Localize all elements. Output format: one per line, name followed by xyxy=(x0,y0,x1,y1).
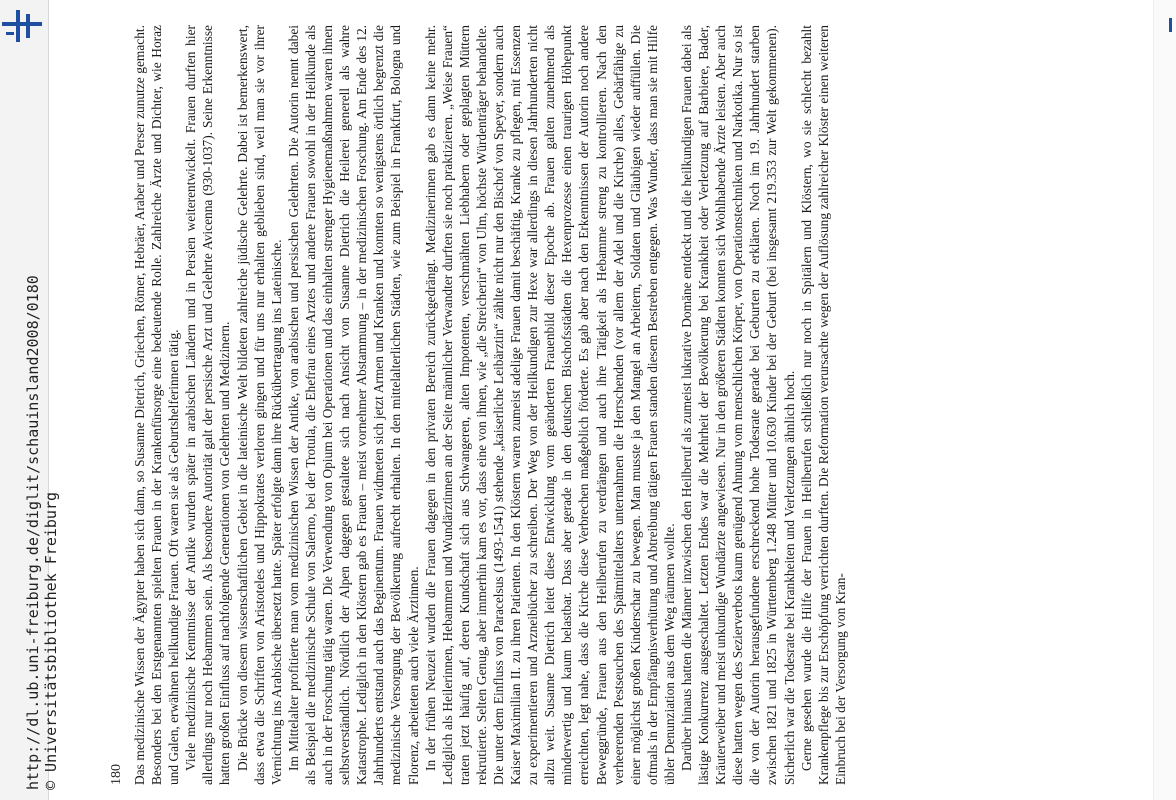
page-number: 180 xyxy=(109,764,124,785)
copyright-notice: © Universitätsbibliothek Freiburg xyxy=(42,491,60,790)
library-logo xyxy=(2,10,42,42)
paragraph: Gerne gesehen wurde die Hilfe der Frauen in Heilberufen schließlich nur noch in Spitälern und Klöstern, wo sie schlecht bezahlt Krankenpflege bis zur Erschöpfung verrichten durften. Die Reformation verursachte wegen der Auflösung zahlreicher Klöster einen weiteren Einbruch bei der Versorgung von Kran- xyxy=(798,25,848,785)
paragraph: In der frühen Neuzeit wurden die Frauen dagegen in den privaten Bereich zurückgedrängt. Medizinerinnen gab es dann keine mehr. Lediglich als Heilerinnen, Hebammen und Wundärztinnen an der Seite männlicher Verwandter durften sie noch praktizieren. „Weise Frauen“ traten jetzt häufig auf, deren Kundschaft sich aus Schwangeren, alten Impotenten, verschmähten Liebhabern oder geplagten Müttern rekrutierte. Selten Genug, aber immerhin kam es vor, dass eine von ihnen, wie „die Streicherin“ von Ulm, höchste Würdenträger behandelte. Die unter dem Einfluss von Paracelsus (1493-1541) stehende „kaiserliche Leibärztin“ zählte nicht nur den Bischof von Speyer, sondern auch Kaiser Maximilian II. zu ihren Patienten. In den Klöstern waren zumeist adelige Frauen damit beschäftig, Kranke zu pflegen, mit Essenzen zu experimentieren und Arzneibücher zu schreiben. Der Weg von der Heilkundigen zur Hexe war allerdings in diesen Jahrhunderten nicht allzu weit. Susanne Dietrich leitet diese Entwicklung vom geänderten Frauenbild dieser Epoche ab. Frauen galten zunehmend als minderwertig und kaum belastbar. Dass aber gerade in den deutschen Bischofsstädten die Hexenprozesse einen traurigen Höhepunkt erreichten, legt nahe, dass die Kirche diese Verbrechen maßgeblich förderte. Es gab aber nach den Erkenntnissen der Autorin noch andere Beweggründe, Frauen aus den Heilberufen zu verdrängen und auch ihre Tätigkeit als Hebamme streng zu kontrollieren. Nach den verheerenden Pestseuchen des Spätmittelalters unternahmen die Herrschenden (vor allem der Adel und die Kirche) alles, Gebärfähige zu einer möglichst großen Kinderschar zu bewegen. Man musste ja den Mangel an Arbeitern, Soldaten und Gläubigen wieder auffüllen. Die oftmals in der Empfängnisverhütung und Abtreibung tätigen Frauen standen diesem Bestreben entgegen. Was Wunder, dass man sie mit Hilfe übler Denunziation aus dem Weg räumen wollte. xyxy=(422,25,677,785)
source-info xyxy=(24,275,60,790)
source-url[interactable]: http://dl.ub.uni-freiburg.de/diglit/schauinsland2008/0180 xyxy=(24,275,42,790)
page-text xyxy=(131,25,849,785)
page-edge xyxy=(1153,0,1176,800)
paragraph: Darüber hinaus hatten die Männer inzwischen den Heilberuf als zumeist lukrative Domäne entdeckt und die heilkundigen Frauen dabei als lästige Konkurrenz ausgeschaltet. Letzten Endes war die Mehrheit der Bevölkerung bei Krankheit oder Verletzung auf Barbiere, Bader, Kräuterweiber und meist unkundige Wundärzte angewiesen. Nur in den größeren Städten konnten sich Wohlhabende Ärzte leisten. Aber auch diese hatten wegen des Sezierverbots kaum genügend Ahnung vom menschlichen Körper, von Operationstechniken und Narkotika. Nur so ist die von der Autorin herausgefundene erschreckend hohe Todesrate gerade bei Geburten zu erklären. Noch im 19. Jahrhundert starben zwischen 1821 und 1825 in Württemberg 1.248 Mütter und 10.630 Kinder bei der Geburt (bei insgesamt 219.353 zur Welt gekommenen). Sicherlich war die Todesrate bei Krankheiten und Verletzungen ähnlich hoch. xyxy=(679,25,797,785)
paragraph: Das medizinische Wissen der Ägypter haben sich dann, so Susanne Dietrich, Griechen, Römer, Hebräer, Araber und Perser zunutze gemacht. Besonders bei den Erstgenannten spielten Frauen in der Krankenfürsorge eine bedeutende Rolle. Zahlreiche Ärzte und Dichter, wie Horaz und Galen, erwähnen heilkundige Frauen. Oft waren sie als Geburtshelferinnen tätig. xyxy=(132,25,182,785)
paragraph: Im Mittelalter profitierte man vom medizinischen Wissen der Antike, von arabischen und persischen Gelehrten. Die Autorin nennt dabei als Beispiel die medizinische Schule von Salerno, bei der Trotula, die Ehefrau eines Arztes und andere Frauen sowohl in der Heilkunde als auch in der Forschung tätig waren. Die Verwendung von Opium bei Operationen und das einhalten strenger Hygienemaßnahmen waren ihnen selbstverständlich. Nördlich der Alpen dagegen gestaltete sich nach Ansicht von Susanne Dietrich die Heilerei generell als wahre Katastrophe. Lediglich in den Klöstern gab es Frauen – meist vornehmer Abstammung – in der medizinischen Forschung. Am Ende des 12. Jahrhunderts entstand auch das Beginentum. Frauen widmeten sich jetzt Armen und Kranken und konnten so wenigstens örtlich begrenzt die medizinische Versorgung der Bevölkerung aufrecht erhalten. In den mittelalterlichen Städten, wie zum Beispiel in Frankfurt, Bologna und Florenz, arbeiteten auch viele Ärztinnen. xyxy=(285,25,421,785)
paragraph: Die Brücke von diesem wissenschaftlichen Gebiet in die lateinische Welt bildeten zahlreiche jüdische Gelehrte. Dabei ist bemerkenswert, dass etwa die Schriften von Aristoteles und Hippokrates verloren gingen und für uns nur erhalten geblieben sind, weil man sie vor ihrer Vernichtung ins Arabische übersetzt hatte. Später erfolgte dann ihre Rückübertragung ins Lateinische. xyxy=(234,25,284,785)
paragraph: Viele medizinische Kenntnisse der Antike wurden später in arabischen Ländern und in Persien weiterentwickelt. Frauen durften hier allerdings nur noch Hebammen sein. Als besondere Autorität galt der persische Arzt und Gelehrte Avicenna (930-1037). Seine Erkenntnisse hatten großen Einfluss auf nachfolgende Generationen von Gelehrten und Medizinern. xyxy=(183,25,233,785)
edge-marker xyxy=(1169,18,1172,32)
viewer-sidebar xyxy=(0,0,60,800)
scanned-page xyxy=(109,25,1059,785)
